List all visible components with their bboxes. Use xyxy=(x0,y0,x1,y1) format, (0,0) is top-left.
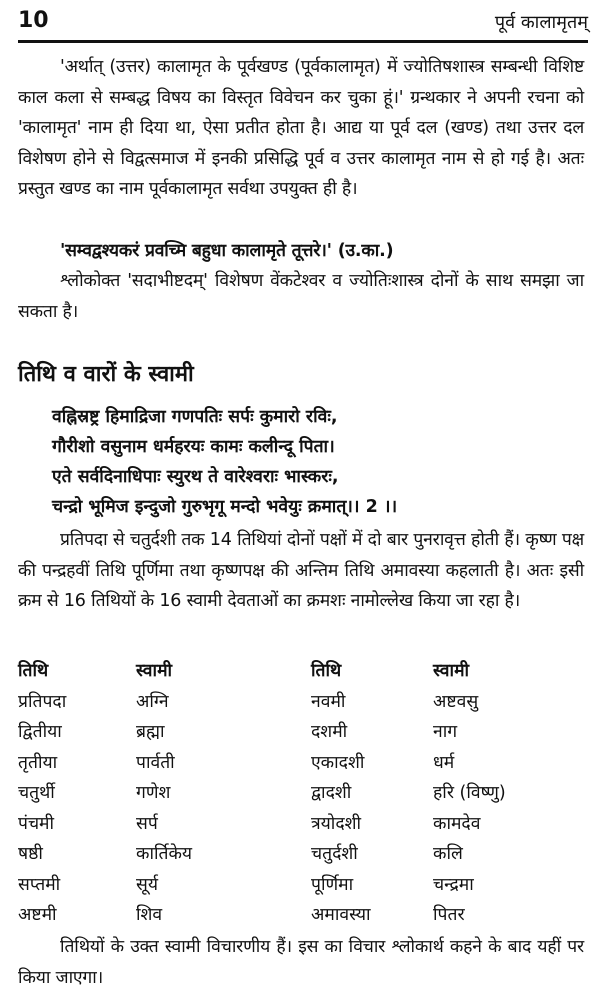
paragraph-tithi-intro: प्रतिपदा से चतुर्दशी तक 14 तिथियां दोनों पक्षों में दो बार पुनरावृत्त होती हैं। कृष्ण पक्ष की पन्द्रहवीं तिथि पूर्णिमा तथा कृष्णपक्ष की अन्तिम तिथि अमावस्या कहलाती है। अतः इसी क्रम से 16 तिथियों के 16 स्वामी देवताओं का क्रमशः नामोल्लेख किया जा रहा है। xyxy=(18,530,584,611)
swami-cell: गणेश xyxy=(136,783,171,803)
column-header-swami: स्वामी xyxy=(433,661,470,681)
table-row xyxy=(18,750,588,781)
swami-cell: सूर्य xyxy=(136,874,158,895)
verse-line: गौरीशो वसुनाम धर्महरयः कामः कलीन्दू पिता। xyxy=(52,437,335,457)
table-row xyxy=(18,872,588,903)
tithi-cell: नवमी xyxy=(311,691,346,712)
tithi-cell: अमावस्या xyxy=(311,905,371,925)
tithi-cell: पंचमी xyxy=(18,813,55,834)
verse-line: एते सर्वदिनाधिपाः स्युरथ ते वारेश्वराः भास्करः, xyxy=(52,467,339,487)
table-row xyxy=(18,689,588,720)
swami-cell: पार्वती xyxy=(136,752,175,773)
tithi-cell: अष्टमी xyxy=(18,905,57,925)
paragraph-closing: तिथियों के उक्त स्वामी विचारणीय हैं। इस का विचार श्लोकार्थ कहने के बाद यहीं पर किया जाएगा। xyxy=(18,937,584,988)
swami-cell: सर्प xyxy=(136,813,158,834)
tithi-cell: षष्ठी xyxy=(18,844,43,864)
table-row xyxy=(18,780,588,811)
verse-line: वह्निस्रष्ट्र हिमाद्रिजा गणपतिः सर्पः कुमारो रविः, xyxy=(52,407,338,427)
swami-cell: हरि (विष्णु) xyxy=(433,783,506,803)
column-header-tithi: तिथि xyxy=(311,661,342,681)
verse-line: चन्द्रो भूमिज इन्दुजो गुरुभृगू मन्दो भवेयुः क्रमात्।। 2 ।। xyxy=(52,497,398,517)
swami-cell: कार्तिकेय xyxy=(136,844,193,864)
running-title: पूर्व कालामृतम् xyxy=(494,12,588,33)
swami-cell: शिव xyxy=(136,905,163,925)
swami-cell: पितर xyxy=(433,905,465,925)
swami-cell: नाग xyxy=(433,722,458,742)
tithi-cell: चतुर्दशी xyxy=(311,844,358,864)
tithi-cell: द्वादशी xyxy=(311,783,352,803)
tithi-cell: सप्तमी xyxy=(18,874,61,895)
table-row xyxy=(18,719,588,750)
swami-cell: चन्द्रमा xyxy=(433,874,474,895)
swami-cell: ब्रह्मा xyxy=(136,722,165,742)
tithi-cell: त्रयोदशी xyxy=(311,813,362,834)
tithi-cell: एकादशी xyxy=(311,752,365,773)
sanskrit-quote: 'सम्वद्वश्यकरं प्रवच्मि बहुधा कालामृते तूत्तरे।' (उ.का.) xyxy=(60,241,394,261)
sanskrit-verse xyxy=(52,402,592,522)
swami-cell: धर्म xyxy=(433,752,455,773)
column-header-swami: स्वामी xyxy=(136,661,173,681)
column-header-tithi: तिथि xyxy=(18,661,49,681)
tithi-cell: पूर्णिमा xyxy=(311,874,354,895)
table-row xyxy=(18,841,588,872)
tithi-cell: चतुर्थी xyxy=(18,783,55,803)
swami-cell: अष्टवसु xyxy=(433,691,479,712)
tithi-cell: दशमी xyxy=(311,722,348,742)
section-heading: तिथि व वारों के स्वामी xyxy=(18,362,194,387)
table-row xyxy=(18,811,588,842)
paragraph-intro: 'अर्थात् (उत्तर) कालामृत के पूर्वखण्ड (पूर्वकालामृत) में ज्योतिषशास्त्र सम्बन्धी विशिष्ट काल कला से सम्बद्ध विषय का विस्तृत विवेचन कर चुका हूं।' ग्रन्थकार ने अपनी रचना को 'कालामृत' नाम ही दिया था, ऐसा प्रतीत होता है। आद्य या पूर्व दल (खण्ड) तथा उत्तर दल विशेषण होने से विद्वत्समाज में इनकी प्रसिद्धि पूर्व व उत्तर कालामृत नाम से हो गई है। अतः प्रस्तुत खण्ड का नाम पूर्वकालामृत सर्वथा उपयुक्त ही है। xyxy=(18,57,584,199)
table-header-row xyxy=(18,658,588,689)
page-number: 10 xyxy=(18,8,49,33)
page-header xyxy=(18,6,588,43)
tithi-cell: द्वितीया xyxy=(18,722,62,742)
paragraph-shlokokta: श्लोकोक्त 'सदाभीष्टदम्' विशेषण वेंकटेश्वर व ज्योतिःशास्त्र दोनों के साथ समझा जा सकता है। xyxy=(18,271,584,322)
tithi-lords-table xyxy=(18,658,588,933)
tithi-cell: प्रतिपदा xyxy=(18,691,67,712)
swami-cell: अग्नि xyxy=(136,691,169,712)
tithi-cell: तृतीया xyxy=(18,752,58,773)
table-row xyxy=(18,902,588,933)
swami-cell: कामदेव xyxy=(433,813,481,834)
swami-cell: कलि xyxy=(433,844,463,864)
